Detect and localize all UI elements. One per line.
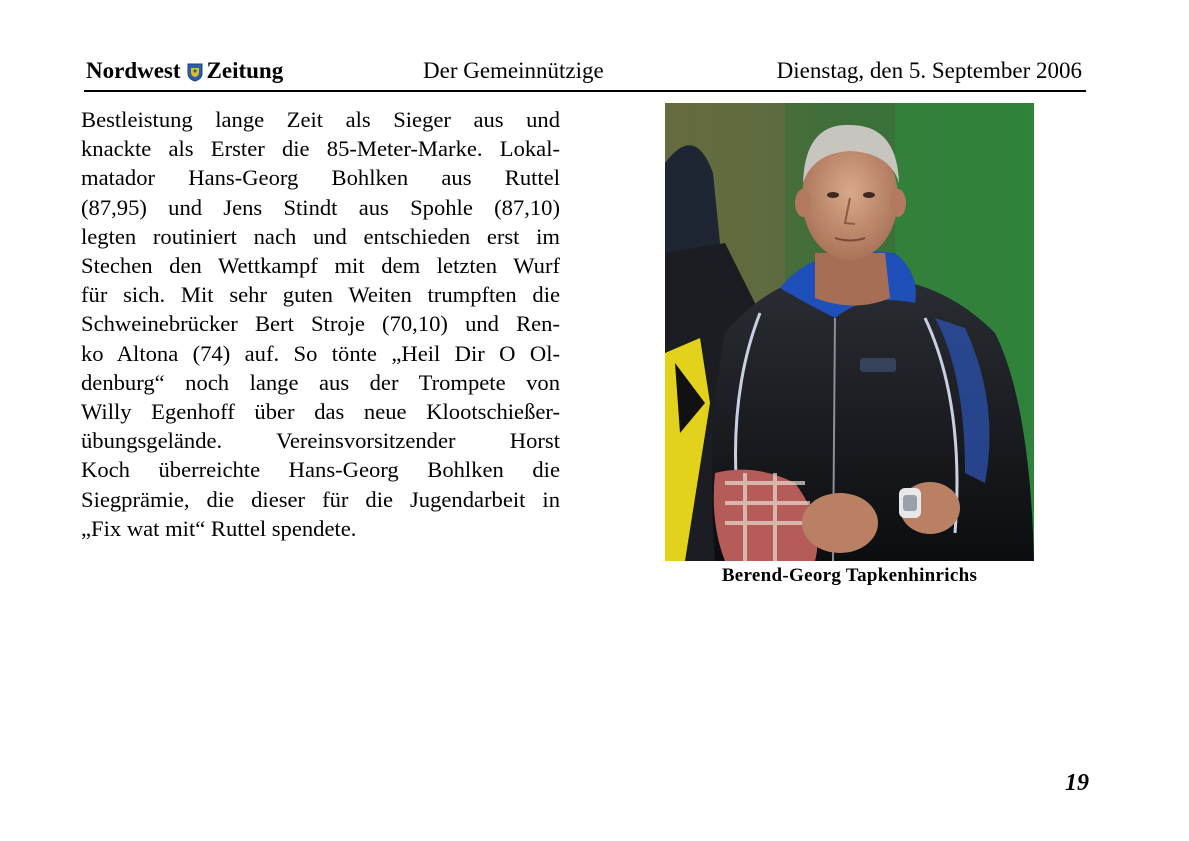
article-line: legten routiniert nach und entschieden erst im: [81, 223, 560, 249]
article-line: übungsgelände. Vereinsvorsitzender Horst: [81, 428, 560, 454]
article-line: Willy Egenhoff über das neue Klootschießer-: [81, 399, 560, 425]
article-line: denburg“ noch lange aus der Trompete von: [81, 369, 560, 395]
page-header: [84, 58, 1086, 90]
issue-date: Dienstag, den 5. September 2006: [776, 58, 1082, 83]
article-line: Stechen den Wettkampf mit dem letzten Wurf: [81, 253, 560, 279]
article-line: „Fix wat mit“ Ruttel spendete.: [81, 515, 357, 541]
article-line: matador Hans-Georg Bohlken aus Ruttel: [81, 165, 560, 191]
page-number: 19: [1065, 770, 1089, 796]
article-line: für sich. Mit sehr guten Weiten trumpften die: [81, 282, 560, 308]
article-line: (87,95) und Jens Stindt aus Spohle (87,10): [81, 194, 560, 220]
portrait-photo: [665, 103, 1034, 561]
newspaper-masthead: [86, 58, 283, 84]
article-text: [81, 105, 560, 543]
article-line: knackte als Erster die 85-Meter-Marke. Lokal-: [81, 136, 560, 162]
publication-title: Der Gemeinnützige: [423, 58, 604, 83]
header-rule: [84, 90, 1086, 92]
masthead-right-word: Zeitung: [206, 58, 284, 83]
crest-icon: [187, 62, 203, 81]
article-line: Bestleistung lange Zeit als Sieger aus und: [81, 107, 560, 132]
article-line: Siegprämie, die dieser für die Jugendarbeit in: [81, 486, 560, 512]
masthead-left-word: Nordwest: [86, 58, 181, 83]
article-line: ko Altona (74) auf. So tönte „Heil Dir O Ol-: [81, 340, 560, 366]
article-line: Schweinebrücker Bert Stroje (70,10) und Ren-: [81, 311, 560, 337]
photo-caption: Berend-Georg Tapkenhinrichs: [721, 565, 978, 586]
article-line: Koch überreichte Hans-Georg Bohlken die: [81, 457, 560, 483]
